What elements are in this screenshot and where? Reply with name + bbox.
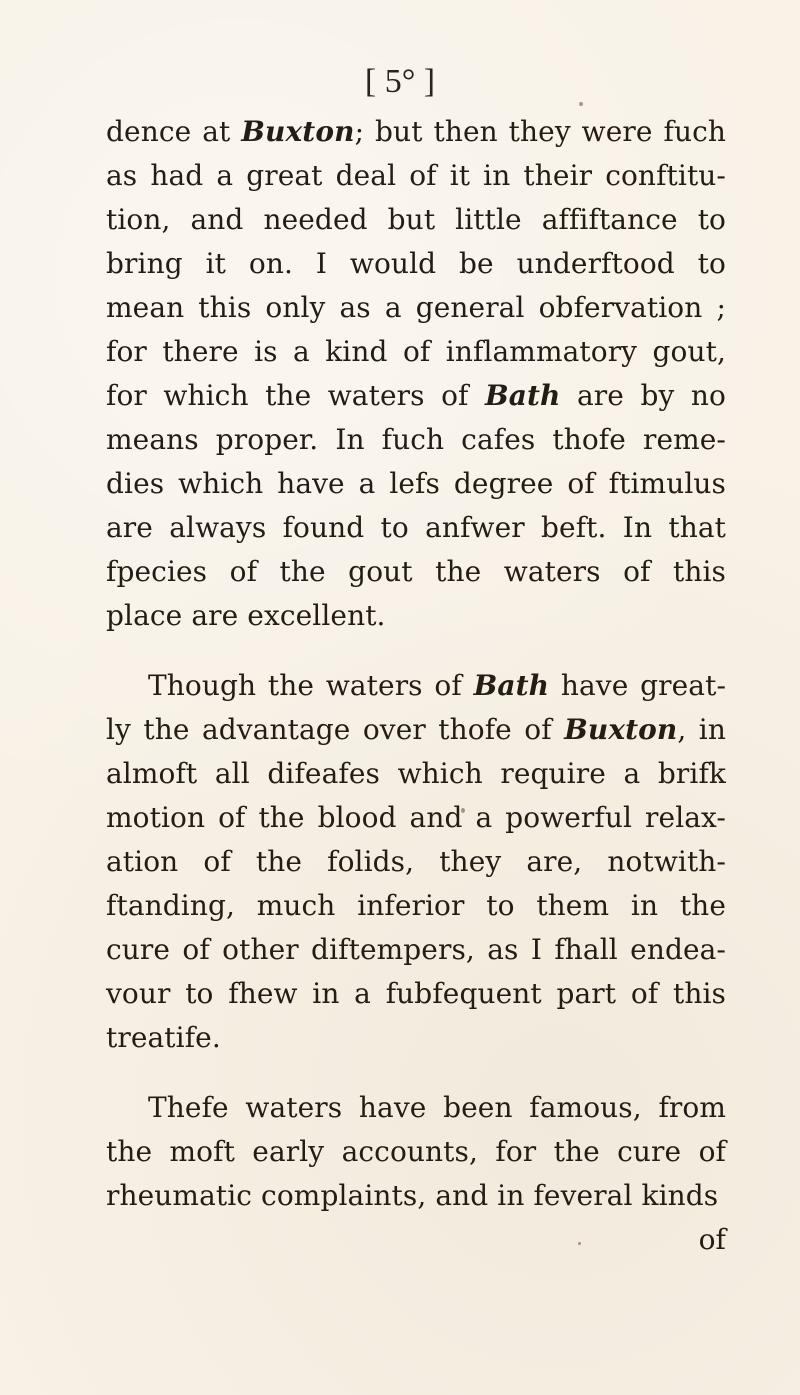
text-line [106, 708, 726, 752]
paper-speck [578, 1242, 581, 1245]
text-fragment: have great- [549, 669, 727, 702]
italic-place-name: Bath [473, 669, 550, 702]
text-line [106, 198, 726, 242]
text-fragment: almoft all difeafes which require a brifk [106, 757, 726, 790]
page-number: [ 5° ] [364, 63, 436, 100]
text-fragment: rheumatic complaints, and in feveral kinds [106, 1179, 719, 1212]
text-fragment: fpecies of the gout the waters of this [106, 555, 726, 588]
text-line [106, 840, 726, 884]
italic-place-name: Bath [485, 379, 561, 412]
catchword: of [698, 1223, 726, 1256]
text-line [106, 972, 726, 1016]
text-line [106, 418, 726, 462]
text-line [106, 374, 726, 418]
text-fragment: bring it on. I would be underftood to [106, 247, 726, 280]
text-fragment: as had a great deal of it in their conftitu- [106, 159, 726, 192]
text-line [106, 242, 726, 286]
text-line [106, 506, 726, 550]
text-line [106, 330, 726, 374]
text-fragment: Though the waters of [148, 669, 474, 702]
text-fragment: ; but then they were fuch [354, 115, 726, 148]
text-line [106, 594, 726, 638]
text-fragment: means proper. In fuch cafes thofe reme- [106, 423, 726, 456]
text-fragment: are by no [560, 379, 726, 412]
text-fragment: are always found to anfwer beft. In that [106, 511, 726, 544]
text-line [106, 664, 726, 708]
text-line [106, 796, 726, 840]
text-fragment: mean this only as a general obfervation ; [106, 291, 726, 324]
italic-place-name: Buxton [241, 115, 355, 148]
text-fragment: for which the waters of [106, 379, 485, 412]
text-fragment: motion of the blood and a powerful relax- [106, 801, 726, 834]
text-line [106, 1016, 726, 1060]
text-line [106, 110, 726, 154]
text-fragment: ly the advantage over thofe of [106, 713, 565, 746]
text-fragment: ation of the folids, they are, notwith- [106, 845, 726, 878]
text-fragment: dies which have a lefs degree of ftimulus [106, 467, 726, 500]
text-fragment: place are excellent. [106, 599, 386, 632]
text-line [106, 1174, 726, 1218]
text-fragment: cure of other diftempers, as I fhall endea- [106, 933, 726, 966]
text-fragment: Thefe waters have been famous, from [148, 1091, 726, 1124]
text-fragment: treatife. [106, 1021, 221, 1054]
paper-speck [579, 102, 583, 106]
text-fragment: vour to fhew in a fubfequent part of this [106, 977, 726, 1010]
paper-speck [688, 345, 691, 348]
paper-speck [461, 808, 465, 813]
text-fragment: the moft early accounts, for the cure of [106, 1135, 726, 1168]
text-line [106, 1086, 726, 1130]
text-fragment: tion, and needed but little affiftance to [106, 203, 726, 236]
text-line [106, 884, 726, 928]
text-fragment: dence at [106, 115, 242, 148]
text-fragment: ftanding, much inferior to them in the [106, 889, 726, 922]
italic-place-name: Buxton [564, 713, 678, 746]
text-line [106, 928, 726, 972]
text-line [106, 286, 726, 330]
text-line [106, 550, 726, 594]
text-line [106, 1130, 726, 1174]
text-line [106, 154, 726, 198]
text-fragment: for there is a kind of inflammatory gout, [106, 335, 726, 368]
text-line [106, 462, 726, 506]
text-fragment: , in [677, 713, 726, 746]
text-line [106, 752, 726, 796]
